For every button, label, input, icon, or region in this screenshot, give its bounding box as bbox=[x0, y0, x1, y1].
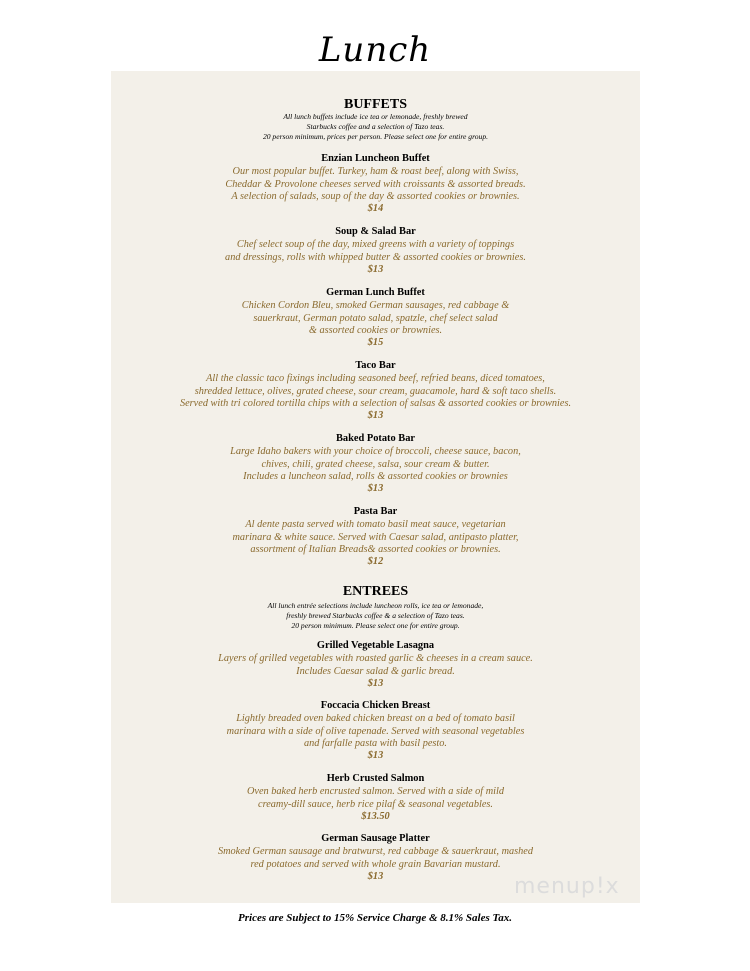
menu-panel bbox=[111, 71, 640, 903]
note-line: All lunch buffets include ice tea or lemonade, freshly brewed bbox=[283, 112, 468, 121]
entrees-note bbox=[111, 601, 640, 631]
menu-item-name: Pasta Bar bbox=[353, 506, 398, 517]
menu-item-name: German Sausage Platter bbox=[321, 833, 430, 844]
entrees-heading: ENTREES bbox=[342, 584, 409, 599]
menu-item-desc: Layers of grilled vegetables with roasted garlic & cheeses in a cream sauce. Includes Caesar salad & garlic bread. bbox=[218, 653, 533, 677]
menu-item-desc: Lightly breaded oven baked chicken breast on a bed of tomato basil marinara with a side of olive tapenade. Served with seasonal vegetables and farfalle pasta with basil pesto. bbox=[226, 713, 525, 749]
note-line: All lunch entrée selections include luncheon rolls, ice tea or lemonade, bbox=[267, 601, 484, 610]
menu-item-price: $14 bbox=[367, 203, 384, 214]
note-line: freshly brewed Starbucks coffee & a selection of Tazo teas. bbox=[286, 611, 465, 620]
menu-item-name: Grilled Vegetable Lasagna bbox=[316, 640, 435, 651]
buffets-heading: BUFFETS bbox=[343, 97, 407, 112]
watermark-logo: menup!x bbox=[514, 874, 620, 899]
menu-item-price: $13 bbox=[367, 410, 384, 421]
menu-item-desc: All the classic taco fixings including seasoned beef, refried beans, diced tomatoes, shredded lettuce, olives, grated cheese, sour cream, guacamole, hard & soft taco shells. Served with tri colored tortilla chips with a selection of salsas & assorted cookies or brownies. bbox=[179, 373, 572, 409]
menu-item-name: Baked Potato Bar bbox=[335, 433, 416, 444]
menu-item-price: $13 bbox=[367, 678, 384, 689]
menu-item-name: Herb Crusted Salmon bbox=[326, 773, 425, 784]
menu-item-price: $12 bbox=[367, 556, 384, 567]
menu-item-name: Enzian Luncheon Buffet bbox=[321, 153, 430, 164]
menu-item-desc: Chef select soup of the day, mixed greens with a variety of toppings and dressings, rolls with whipped butter & assorted cookies or brownies. bbox=[225, 239, 526, 263]
menu-item-price: $13 bbox=[367, 750, 384, 761]
note-line: 20 person minimum. Please select one for entire group. bbox=[291, 621, 460, 630]
menu-item-name: Soup & Salad Bar bbox=[335, 226, 416, 237]
menu-item-desc: Al dente pasta served with tomato basil meat sauce, vegetarian marinara & white sauce. Served with Caesar salad, antipasto platter, assortment of Italian Breads& assorted cookies or brownies. bbox=[232, 519, 519, 555]
menu-item-desc: Oven baked herb encrusted salmon. Served with a side of mild creamy-dill sauce, herb rice pilaf & seasonal vegetables. bbox=[246, 786, 505, 810]
menu-item-price: $13 bbox=[367, 483, 384, 494]
menu-item-name: Taco Bar bbox=[355, 360, 396, 371]
menu-item-price: $13.50 bbox=[361, 811, 390, 822]
menu-item-price: $13 bbox=[367, 871, 384, 882]
buffets-note bbox=[111, 112, 640, 142]
menu-item-desc: Our most popular buffet. Turkey, ham & roast beef, along with Swiss, Cheddar & Provolone cheeses served with croissants & assorted breads. A selection of salads, soup of the day & assorted cookies or brownies. bbox=[225, 166, 526, 202]
menu-item-desc: Large Idaho bakers with your choice of broccoli, cheese sauce, bacon, chives, chili, grated cheese, salsa, sour cream & butter. Includes a luncheon salad, rolls & assorted cookies or brownies bbox=[230, 446, 521, 482]
note-line: 20 person minimum, prices per person. Please select one for entire group. bbox=[262, 132, 489, 141]
menu-item-price: $13 bbox=[367, 264, 384, 275]
price-disclaimer: Prices are Subject to 15% Service Charge & 8.1% Sales Tax. bbox=[238, 912, 512, 924]
menu-item-price: $15 bbox=[367, 337, 384, 348]
menu-item-desc: Smoked German sausage and bratwurst, red cabbage & sauerkraut, mashed red potatoes and served with whole grain Bavarian mustard. bbox=[217, 846, 534, 870]
note-line: Starbucks coffee and a selection of Tazo teas. bbox=[306, 122, 445, 131]
menu-item-name: German Lunch Buffet bbox=[326, 287, 425, 298]
menu-item-name: Foccacia Chicken Breast bbox=[320, 700, 431, 711]
page-title: Lunch bbox=[318, 30, 432, 70]
menu-item-desc: Chicken Cordon Bleu, smoked German sausages, red cabbage & sauerkraut, German potato salad, spatzle, chef select salad & assorted cookies or brownies. bbox=[241, 300, 510, 336]
